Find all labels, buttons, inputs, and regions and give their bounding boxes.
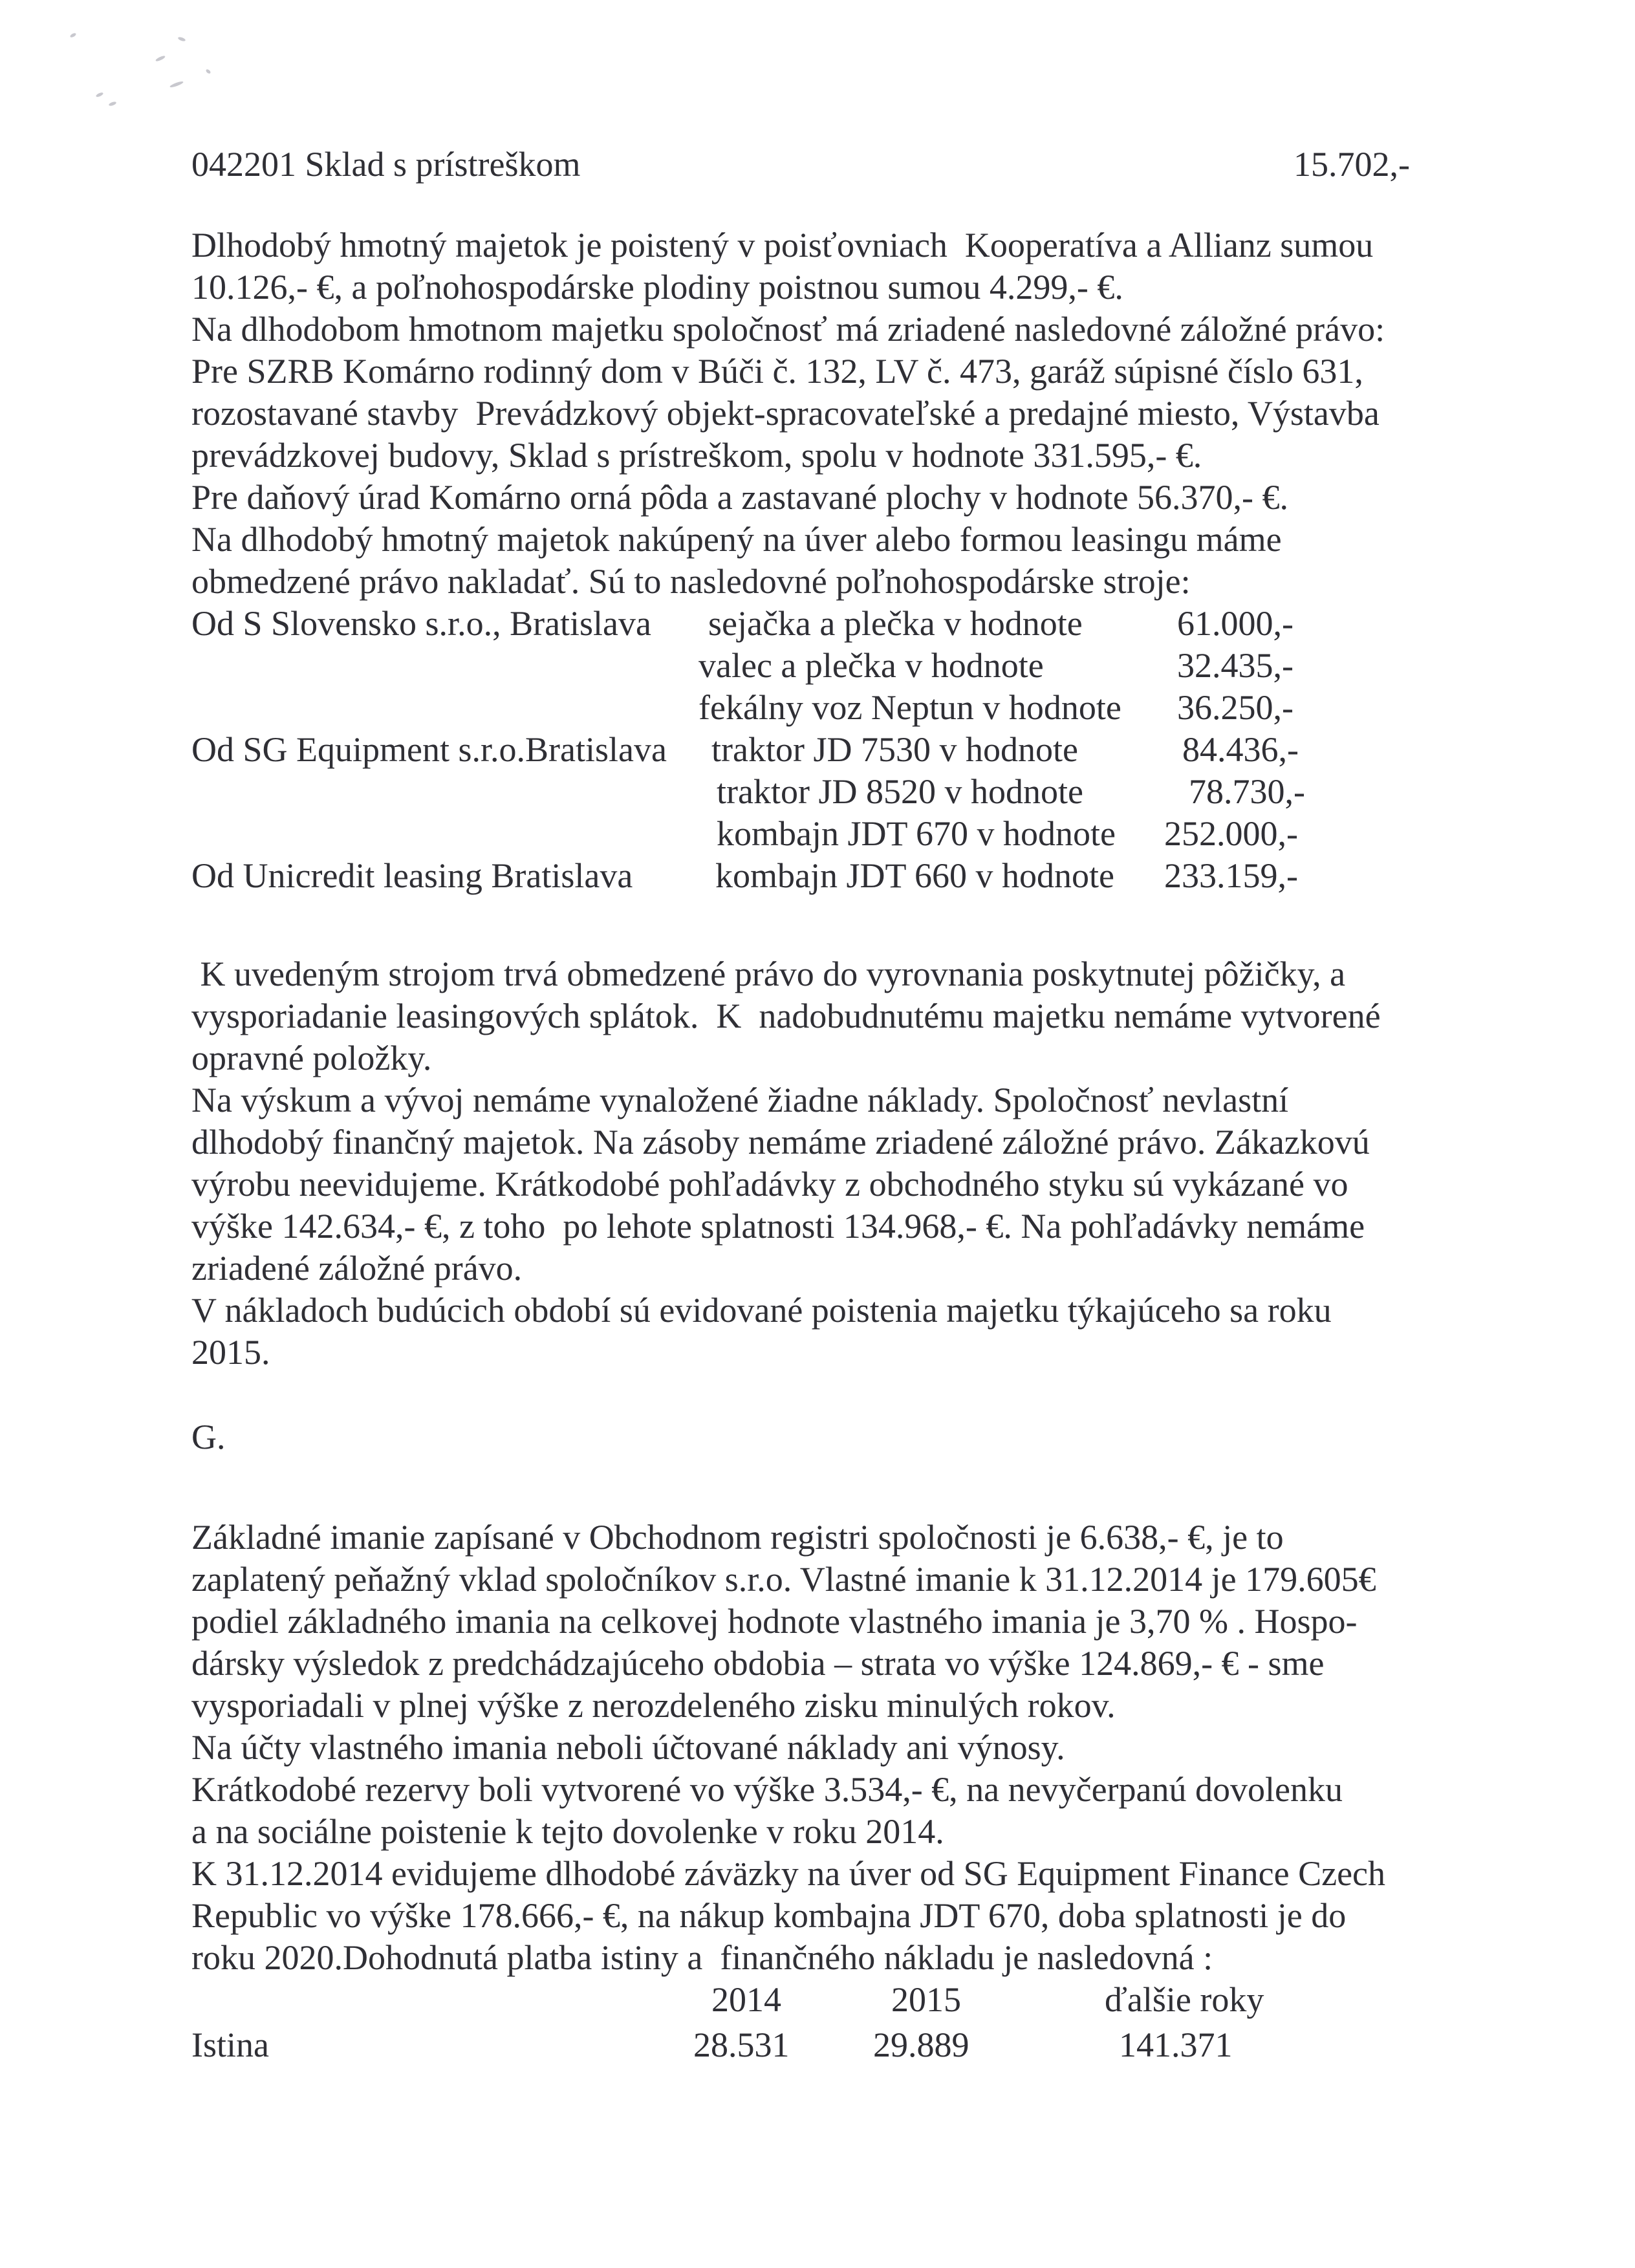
text-line: prevádzkovej budovy, Sklad s prístreškom, spolu v hodnote 331.595,- €. bbox=[191, 436, 1202, 475]
machine-item: traktor JD 7530 v hodnote bbox=[711, 730, 1078, 769]
machine-value: 36.250,- bbox=[1177, 688, 1294, 727]
text-line: V nákladoch budúcich období sú evidované poistenia majetku týkajúceho sa roku bbox=[191, 1291, 1332, 1330]
machine-item: traktor JD 8520 v hodnote bbox=[717, 772, 1083, 811]
text-line: Republic vo výške 178.666,- €, na nákup kombajna JDT 670, doba splatnosti je do bbox=[191, 1896, 1347, 1935]
text-line: zaplatený peňažný vklad spoločníkov s.r.o. Vlastné imanie k 31.12.2014 je 179.605€ bbox=[191, 1560, 1376, 1599]
text-line: 2015. bbox=[191, 1333, 270, 1372]
text-line: vysporiadanie leasingových splátok. K nadobudnutému majetku nemáme vytvorené bbox=[191, 997, 1381, 1035]
text-line: Na dlhodobom hmotnom majetku spoločnosť má zriadené nasledovné záložné právo: bbox=[191, 310, 1385, 349]
text-line: dlhodobý finančný majetok. Na zásoby nemáme zriadené záložné právo. Zákazkovú bbox=[191, 1123, 1370, 1161]
machine-item: fekálny voz Neptun v hodnote bbox=[698, 688, 1121, 727]
row-value-further-years: 141.371 bbox=[1119, 2025, 1233, 2064]
table-header-further-years: ďalšie roky bbox=[1105, 1980, 1264, 2019]
text-line: rozostavané stavby Prevádzkový objekt-spracovateľské a predajné miesto, Výstavba bbox=[191, 394, 1380, 433]
row-value-2015: 29.889 bbox=[873, 2025, 969, 2064]
table-header-2015: 2015 bbox=[891, 1980, 961, 2019]
machine-item: sejačka a plečka v hodnote bbox=[708, 604, 1083, 643]
text-line: dársky výsledok z predchádzajúceho obdobia – strata vo výške 124.869,- € - sme bbox=[191, 1644, 1325, 1683]
text-line: Na výskum a vývoj nemáme vynaložené žiadne náklady. Spoločnosť nevlastní bbox=[191, 1081, 1289, 1119]
text-line: výške 142.634,- €, z toho po lehote splatnosti 134.968,- €. Na pohľadávky nemáme bbox=[191, 1207, 1365, 1246]
machine-value: 61.000,- bbox=[1177, 604, 1294, 643]
machine-value: 78.730,- bbox=[1189, 772, 1305, 811]
text-line: a na sociálne poistenie k tejto dovolenke v roku 2014. bbox=[191, 1812, 944, 1851]
machine-value: 84.436,- bbox=[1182, 730, 1299, 769]
machine-item: kombajn JDT 670 v hodnote bbox=[717, 814, 1116, 853]
row-value-2014: 28.531 bbox=[693, 2025, 790, 2064]
machine-supplier: Od SG Equipment s.r.o.Bratislava bbox=[191, 730, 667, 769]
table-header-2014: 2014 bbox=[711, 1980, 781, 2019]
machine-value: 252.000,- bbox=[1164, 814, 1298, 853]
text-line: opravné položky. bbox=[191, 1039, 432, 1077]
text-line: obmedzené právo nakladať. Sú to nasledovné poľnohospodárske stroje: bbox=[191, 562, 1191, 601]
text-line: Dlhodobý hmotný majetok je poistený v poisťovniach Kooperatíva a Allianz sumou bbox=[191, 226, 1374, 265]
text-line: K uvedeným strojom trvá obmedzené právo do vyrovnania poskytnutej pôžičky, a bbox=[191, 955, 1346, 993]
text-line: podiel základného imania na celkovej hodnote vlastného imania je 3,70 % . Hospo- bbox=[191, 1602, 1358, 1641]
text-line: Pre SZRB Komárno rodinný dom v Búči č. 132, LV č. 473, garáž súpisné číslo 631, bbox=[191, 352, 1363, 391]
asset-line-value: 15.702,- bbox=[1294, 145, 1410, 184]
section-heading: G. bbox=[191, 1418, 226, 1456]
row-label: Istina bbox=[191, 2025, 269, 2064]
text-line: Na účty vlastného imania neboli účtované náklady ani výnosy. bbox=[191, 1728, 1065, 1767]
text-line: zriadené záložné právo. bbox=[191, 1249, 523, 1288]
text-line: Základné imanie zapísané v Obchodnom registri spoločnosti je 6.638,- €, je to bbox=[191, 1518, 1284, 1557]
text-line: K 31.12.2014 evidujeme dlhodobé záväzky na úver od SG Equipment Finance Czech bbox=[191, 1854, 1386, 1893]
text-line: vysporiadali v plnej výške z nerozdeleného zisku minulých rokov. bbox=[191, 1686, 1116, 1725]
text-line: výrobu neevidujeme. Krátkodobé pohľadávky z obchodného styku sú vykázané vo bbox=[191, 1165, 1348, 1204]
text-line: roku 2020.Dohodnutá platba istiny a finančného nákladu je nasledovná : bbox=[191, 1938, 1213, 1977]
machine-supplier: Od S Slovensko s.r.o., Bratislava bbox=[191, 604, 651, 643]
text-line: Krátkodobé rezervy boli vytvorené vo výške 3.534,- €, na nevyčerpanú dovolenku bbox=[191, 1770, 1343, 1809]
text-line: Na dlhodobý hmotný majetok nakúpený na úver alebo formou leasingu máme bbox=[191, 520, 1282, 559]
text-line: 10.126,- €, a poľnohospodárske plodiny poistnou sumou 4.299,- €. bbox=[191, 268, 1123, 307]
machine-value: 32.435,- bbox=[1177, 646, 1294, 685]
machine-item: kombajn JDT 660 v hodnote bbox=[715, 856, 1114, 895]
text-line: Pre daňový úrad Komárno orná pôda a zastavané plochy v hodnote 56.370,- €. bbox=[191, 478, 1289, 517]
machine-supplier: Od Unicredit leasing Bratislava bbox=[191, 856, 633, 895]
machine-item: valec a plečka v hodnote bbox=[698, 646, 1044, 685]
machine-value: 233.159,- bbox=[1164, 856, 1298, 895]
asset-line-label: 042201 Sklad s prístreškom bbox=[191, 145, 581, 184]
